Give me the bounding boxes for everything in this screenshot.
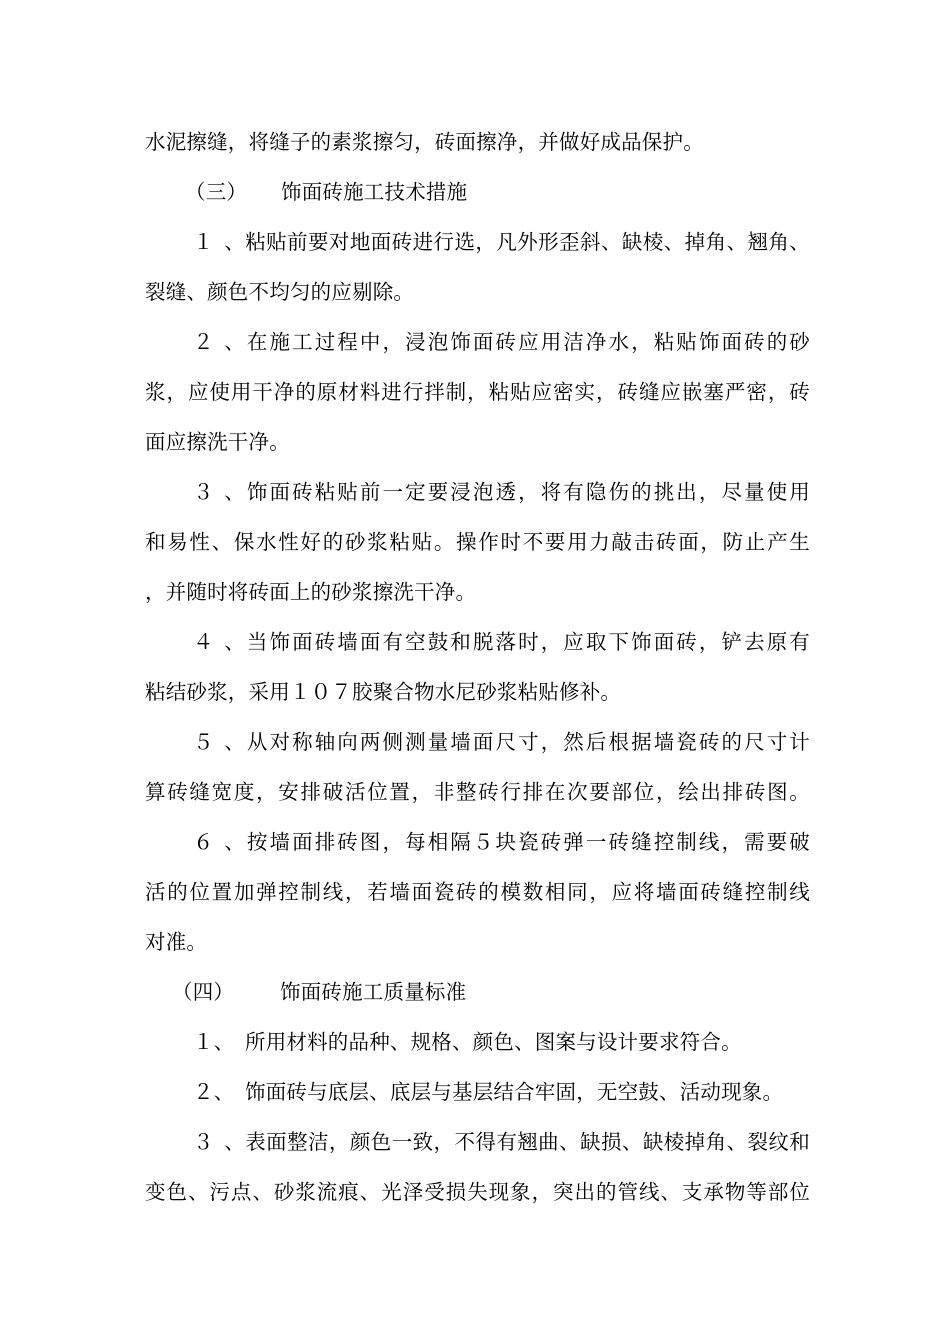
item-text: 当饰面砖墙面有空鼓和脱落时，应取下饰面砖，铲去原有 — [245, 630, 810, 654]
item-number: ２、 — [193, 1080, 235, 1104]
item-number: ６、 — [193, 830, 245, 854]
list-item-1 — [193, 227, 810, 257]
item-number: ４、 — [193, 630, 245, 654]
item-number: ２、 — [193, 330, 245, 354]
list-item-3 — [193, 477, 810, 507]
text-line: 水泥擦缝，将缝子的素浆擦匀，砖面擦净，并做好成品保护。 — [145, 130, 704, 154]
list-item-2 — [193, 1077, 810, 1107]
list-item-4 — [193, 627, 810, 657]
item-number: ３、 — [193, 1130, 245, 1154]
item-text: 从对称轴向两侧测量墙面尺寸，然后根据墙瓷砖的尺寸计 — [245, 730, 810, 754]
list-item-3 — [193, 1127, 810, 1157]
item-text: 粘贴前要对地面砖进行选，凡外形歪斜、缺棱、掉角、翘角、 — [245, 230, 810, 254]
item-text: 按墙面排砖图，每相隔５块瓷砖弹一砖缝控制线，需要破 — [245, 830, 810, 854]
item-number: ５、 — [193, 730, 245, 754]
text-line: 面应擦洗干净。 — [145, 430, 290, 454]
section-title: 饰面砖施工质量标准 — [280, 980, 467, 1004]
list-item-1 — [193, 1027, 810, 1057]
text-line: 裂缝、颜色不均匀的应剔除。 — [145, 280, 415, 304]
list-item-5 — [193, 727, 810, 757]
text-line: 浆，应使用干净的原材料进行拌制，粘贴应密实，砖缝应嵌塞严密，砖 — [145, 380, 810, 404]
item-number: １、 — [193, 1030, 235, 1054]
section-heading-four — [172, 977, 772, 1007]
item-text: 在施工过程中，浸泡饰面砖应用洁净水，粘贴饰面砖的砂 — [245, 330, 810, 354]
text-line: 算砖缝宽度，安排破活位置，非整砖行排在次要部位，绘出排砖图。 — [145, 780, 810, 804]
text-line: 变色、污点、砂浆流痕、光泽受损失现象，突出的管线、支承物等部位 — [145, 1180, 810, 1204]
item-text: 所用材料的品种、规格、颜色、图案与设计要求符合。 — [245, 1030, 742, 1054]
section-number: （三） — [185, 180, 248, 204]
text-line: ，并随时将砖面上的砂浆擦洗干净。 — [145, 580, 477, 604]
list-item-2 — [193, 327, 810, 357]
item-text: 表面整洁，颜色一致，不得有翘曲、缺损、缺棱掉角、裂纹和 — [245, 1130, 810, 1154]
text-line: 和易性、保水性好的砂浆粘贴。操作时不要用力敲击砖面，防止产生 — [145, 530, 810, 554]
item-number: １、 — [193, 230, 245, 254]
item-text: 饰面砖与底层、底层与基层结合牢固，无空鼓、活动现象。 — [245, 1080, 784, 1104]
item-text: 饰面砖粘贴前一定要浸泡透，将有隐伤的挑出，尽量使用 — [245, 480, 810, 504]
text-line: 活的位置加弹控制线，若墙面瓷砖的模数相同，应将墙面砖缝控制线 — [145, 880, 810, 904]
text-line: 粘结砂浆，采用１０７胶聚合物水尼砂浆粘贴修补。 — [145, 680, 622, 704]
text-line: 对准。 — [145, 930, 208, 954]
list-item-6 — [193, 827, 810, 857]
section-heading-three — [185, 177, 785, 207]
section-number: （四） — [172, 980, 235, 1004]
section-title: 饰面砖施工技术措施 — [281, 180, 468, 204]
item-number: ３、 — [193, 480, 245, 504]
